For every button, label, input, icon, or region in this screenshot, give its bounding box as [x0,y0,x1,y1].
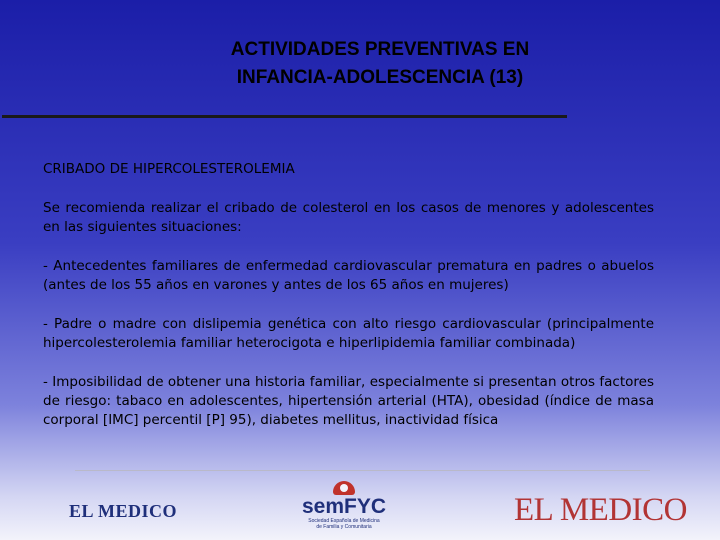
semfyc-wordmark-sem: sem [301,495,345,518]
slide-title-line-1: ACTIVIDADES PREVENTIVAS EN [230,39,530,60]
el-medico-logo-right: EL MEDICO [514,492,688,528]
bullet-parent-dyslipidemia: - Padre o madre con dislipemia genética con alto riesgo cardiovascular (principalmente hipercolesterolemia familiar heterocigota e hiperlipidemia familiar combinada) [43,316,654,351]
footer-divider [75,470,650,471]
bullet-family-history: - Antecedentes familiares de enfermedad cardiovascular prematura en padres o abuelos (antes de los 55 años en varones y antes de los 65 años en mujeres) [43,258,654,293]
title-divider [2,115,567,118]
bullet-no-family-history: - Imposibilidad de obtener una historia familiar, especialmente si presentan otros factores de riesgo: tabaco en adolescentes, hipertensión arterial (HTA), obesidad (índice de masa corporal [IMC] percentil [P] 95), diabetes mellitus, inactividad física [43,374,654,428]
semfyc-emblem-icon [333,481,355,495]
semfyc-subtitle-1: Sociedad Española de Medicina [308,518,380,524]
slide-title [130,36,630,92]
semfyc-subtitle-2: de Familia y Comunitaria [316,524,372,530]
el-medico-logo-left: EL MEDICO [69,501,178,521]
slide-body [43,160,654,450]
slide-title-line-2: INFANCIA-ADOLESCENCIA (13) [236,67,524,88]
intro-paragraph: Se recomienda realizar el cribado de colesterol en los casos de menores y adolescentes en las siguientes situaciones: [43,200,654,235]
semfyc-wordmark [300,496,388,518]
semfyc-logo [300,481,388,530]
semfyc-wordmark-fyc: FYC [344,495,387,518]
section-heading: CRIBADO DE HIPERCOLESTEROLEMIA [43,161,295,177]
